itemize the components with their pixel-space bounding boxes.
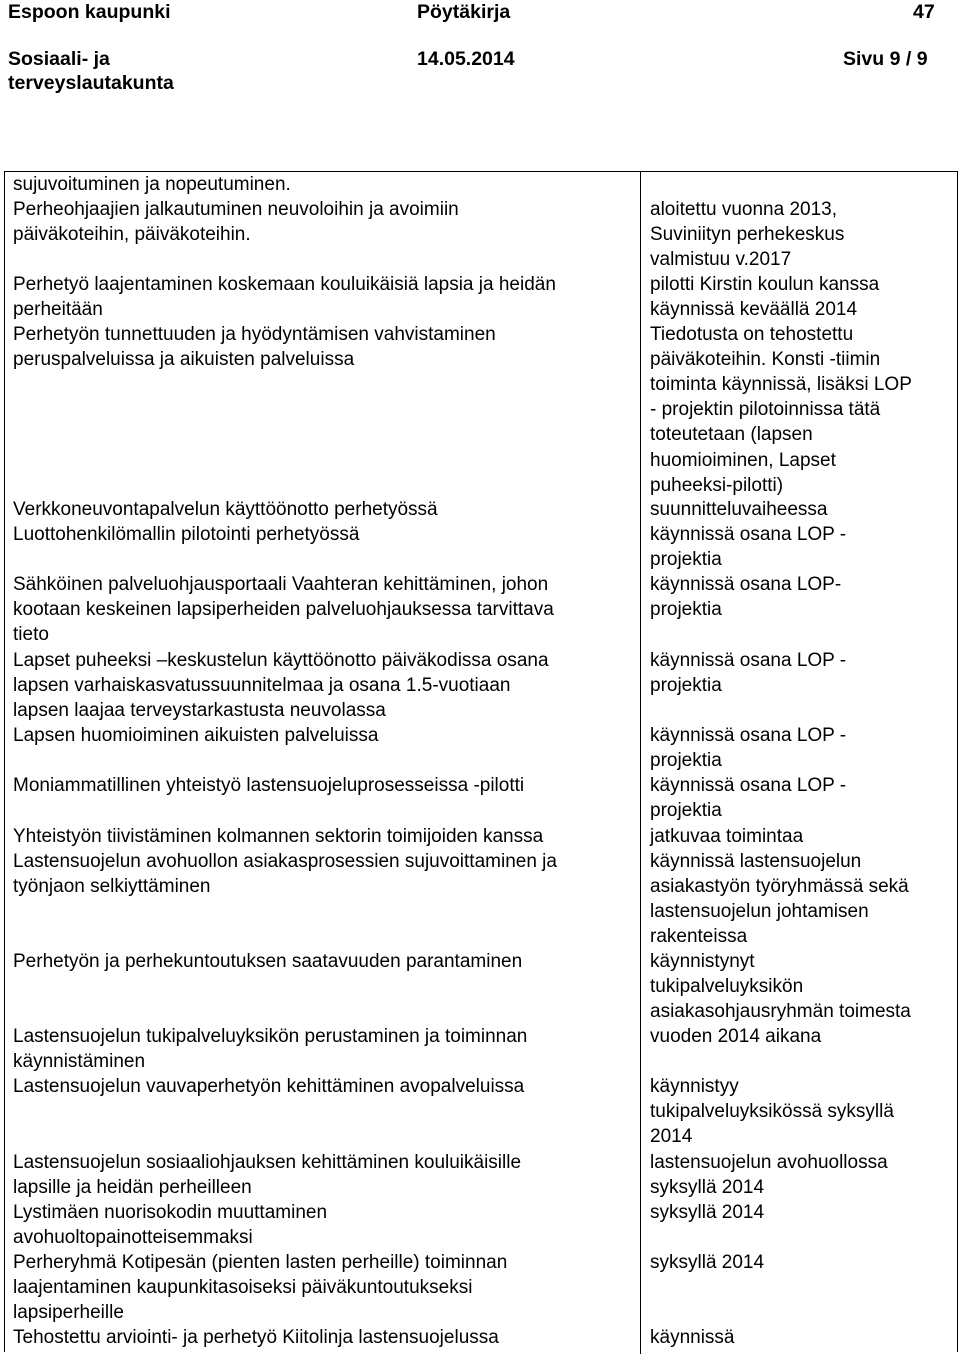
status-cell-line: - projektin pilotoinnissa tätä — [650, 399, 881, 421]
status-cell-line: asiakastyön työryhmässä sekä — [650, 876, 909, 898]
status-cell-line: asiakasohjausryhmän toimesta — [650, 1001, 911, 1023]
status-cell-line: 2014 — [650, 1126, 693, 1148]
status-cell-line: käynnistyy — [650, 1076, 739, 1097]
status-cell-line: jatkuvaa toimintaa — [650, 826, 804, 847]
status-cell-line: käynnissä osana LOP - — [650, 775, 847, 796]
action-cell-line: Sähköinen palveluohjausportaali Vaahteran kehittäminen, johon — [13, 574, 549, 595]
status-cell-line: Suviniityn perhekeskus — [650, 224, 845, 246]
status-cell-line: Tiedotusta on tehostettu — [650, 324, 854, 345]
action-cell-line: kootaan keskeinen lapsiperheiden palveluohjauksessa tarvittava — [13, 599, 554, 621]
action-cell-line: Lystimäen nuorisokodin muuttaminen — [13, 1202, 328, 1223]
status-cell-line: suunnitteluvaiheessa — [650, 499, 828, 520]
status-cell-line: käynnistynyt — [650, 951, 755, 972]
action-cell-line: lapsiperheille — [13, 1302, 124, 1324]
action-cell-line: Lastensuojelun tukipalveluyksikön perustaminen ja toiminnan — [13, 1026, 528, 1047]
action-cell-line: Lastensuojelun avohuollon asiakasprosessien sujuvoittaminen ja — [13, 851, 557, 872]
action-cell-line: peruspalveluissa ja aikuisten palveluissa — [13, 349, 355, 371]
status-cell-line: rakenteissa — [650, 926, 748, 948]
status-cell-line: käynnissä lastensuojelun — [650, 851, 862, 872]
action-cell-line: Tehostettu arviointi- ja perhetyö Kiitolinja lastensuojelussa — [13, 1327, 499, 1348]
header-doc-type: Pöytäkirja — [417, 1, 511, 23]
header-section-number: 47 — [913, 1, 935, 23]
header-org: Espoon kaupunki — [8, 1, 171, 23]
action-cell-line: lapsille ja heidän perheilleen — [13, 1177, 252, 1199]
status-cell-line: käynnissä osana LOP- — [650, 574, 842, 595]
action-cell-line: työnjaon selkiyttäminen — [13, 876, 211, 898]
status-cell-line: käynnissä keväällä 2014 — [650, 299, 858, 321]
status-cell-line: puheeksi-pilotti) — [650, 474, 784, 496]
action-cell-line: Lapsen huomioiminen aikuisten palveluissa — [13, 725, 379, 746]
action-cell-line: lapsen laajaa terveystarkastusta neuvolassa — [13, 700, 386, 722]
action-cell-line: sujuvoituminen ja nopeutuminen. — [13, 174, 291, 195]
status-cell-line: aloitettu vuonna 2013, — [650, 199, 837, 220]
status-cell-line: pilotti Kirstin koulun kanssa — [650, 274, 880, 295]
action-cell-line: Perhetyön tunnettuuden ja hyödyntämisen vahvistaminen — [13, 324, 496, 345]
action-cell-line: avohuoltopainotteisemmaksi — [13, 1227, 253, 1249]
status-cell-line: projektia — [650, 800, 722, 822]
action-cell-line: Luottohenkilömallin pilotointi perhetyössä — [13, 524, 360, 545]
status-cell-line: tukipalveluyksikössä syksyllä — [650, 1101, 894, 1123]
status-cell-line: syksyllä 2014 — [650, 1202, 765, 1223]
status-cell-line: vuoden 2014 aikana — [650, 1026, 822, 1047]
status-cell-line: käynnissä osana LOP - — [650, 650, 847, 671]
status-cell-line: lastensuojelun johtamisen — [650, 901, 869, 923]
header-page: Sivu 9 / 9 — [843, 48, 928, 70]
action-cell-line: Perhetyö laajentaminen koskemaan kouluikäisiä lapsia ja heidän — [13, 274, 556, 295]
status-cell-line: toiminta käynnissä, lisäksi LOP — [650, 374, 912, 396]
status-cell-line: käynnissä osana LOP - — [650, 524, 847, 545]
status-cell-line: syksyllä 2014 — [650, 1252, 765, 1273]
action-cell-line: perheitään — [13, 299, 103, 321]
action-cell-line: Yhteistyön tiivistäminen kolmannen sektorin toimijoiden kanssa — [13, 826, 544, 847]
status-cell-line: syksyllä 2014 — [650, 1177, 765, 1199]
action-cell-line: Verkkoneuvontapalvelun käyttöönotto perhetyössä — [13, 499, 438, 520]
header-board-line1: Sosiaali- ja — [8, 48, 110, 70]
status-cell-line: lastensuojelun avohuollossa — [650, 1152, 888, 1173]
status-cell-line: valmistuu v.2017 — [650, 249, 792, 271]
status-cell-line: käynnissä — [650, 1327, 735, 1348]
action-cell-line: päiväkoteihin, päiväkoteihin. — [13, 224, 251, 246]
status-cell-line: projektia — [650, 675, 722, 697]
action-cell-line: Moniammatillinen yhteistyö lastensuojeluprosesseissa -pilotti — [13, 775, 525, 796]
action-cell-line: laajentaminen kaupunkitasoiseksi päiväkuntoutukseksi — [13, 1277, 473, 1299]
column-divider — [640, 171, 641, 1354]
status-cell-line: projektia — [650, 599, 722, 621]
status-cell-line: projektia — [650, 549, 722, 571]
action-cell-line: Lastensuojelun vauvaperhetyön kehittäminen avopalveluissa — [13, 1076, 525, 1097]
status-cell-line: huomioiminen, Lapset — [650, 449, 836, 471]
action-cell-line: Perheohjaajien jalkautuminen neuvoloihin ja avoimiin — [13, 199, 459, 220]
status-cell-line: käynnissä osana LOP - — [650, 725, 847, 746]
status-cell-line: toteutetaan (lapsen — [650, 424, 813, 446]
action-cell-line: Perhetyön ja perhekuntoutuksen saatavuuden parantaminen — [13, 951, 523, 972]
action-cell-line: lapsen varhaiskasvatussuunnitelmaa ja osana 1.5-vuotiaan — [13, 675, 511, 697]
header-date: 14.05.2014 — [417, 48, 515, 70]
action-cell-line: Lapset puheeksi –keskustelun käyttöönotto päiväkodissa osana — [13, 650, 549, 671]
action-cell-line: tieto — [13, 624, 49, 646]
status-cell-line: päiväkoteihin. Konsti -tiimin — [650, 349, 881, 371]
action-cell-line: Lastensuojelun sosiaaliohjauksen kehittäminen kouluikäisille — [13, 1152, 522, 1173]
status-cell-line: tukipalveluyksikön — [650, 976, 804, 998]
action-cell-line: Perheryhmä Kotipesän (pienten lasten perheille) toiminnan — [13, 1252, 508, 1273]
action-cell-line: käynnistäminen — [13, 1051, 146, 1073]
header-board-line2: terveyslautakunta — [8, 72, 174, 94]
status-cell-line: projektia — [650, 750, 722, 772]
